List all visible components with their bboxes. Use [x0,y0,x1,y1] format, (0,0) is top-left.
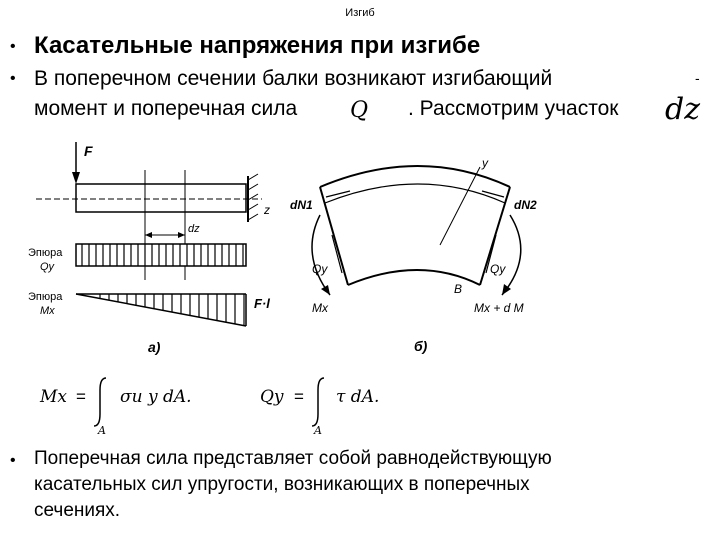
slide-title: Касательные напряжения при изгибе [34,32,481,59]
dz-arrow-right [178,232,185,238]
title-bullet: • [10,38,16,55]
bullet2-line1: Поперечная сила представляет собой равнодействующую [34,448,552,469]
formula-mx-lhs: Mx [40,387,67,407]
force-label: F [84,143,93,159]
support-hatch [248,174,258,220]
bullet2-line3: сечениях. [34,500,121,521]
figure-b-caption: б) [414,338,428,354]
figure-a-beam-diagram [0,140,300,360]
integral-mx-sign [94,378,106,426]
formula-qy-eq: = [294,387,304,406]
qy-left-label: Qy [312,262,328,276]
formula-qy-limit: A [314,424,322,437]
formula-qy-lhs: Qy [260,387,284,407]
bullet1-line1: В поперечном сечении балки возникают изгибающий [34,67,553,90]
z-label: z [264,203,270,217]
dn2-label: dN2 [514,198,537,212]
formula-mx-integrand: σи y dA. [120,387,192,407]
b-label: B [454,282,463,296]
formula-mx-limit: A [98,424,106,437]
mx-left-arc [312,215,330,295]
y-axis [440,167,480,245]
fl-label: F·l [254,296,270,311]
symbol-q: Q [350,98,369,123]
y-label: y [482,156,488,170]
bullet1-dot: • [10,70,16,87]
figure-b-element-diagram [290,145,560,360]
dn1-arrow [326,191,350,197]
diagram-qy-label-line2: Qy [40,261,55,273]
mx-dm-label: Mx + d M [474,301,524,315]
mx-left-arrowhead [321,285,330,295]
element-inner-arc [325,184,505,203]
symbol-dz: dz [665,92,701,127]
force-arrowhead [72,172,80,184]
formula-mx-eq: = [76,387,86,406]
figure-a-caption: а) [148,339,161,355]
mx-right-arc [502,215,521,295]
dn2-arrow [482,191,504,197]
qy-left-arrow [332,235,342,273]
beam [76,184,246,212]
dz-label: dz [188,223,200,235]
diagram-qy-label-line1: Эпюра [28,247,63,259]
bullet2-line2: касательных сил упругости, возникающих в поперечных [34,474,530,495]
bullet1-line2-part1: момент и поперечная сила [34,97,298,120]
moment-diagram-slope [76,294,246,326]
shear-diagram [76,244,246,266]
integral-qy-sign [312,378,324,426]
qy-right-label: Qy [490,262,506,276]
diagram-mx-label-line1: Эпюра [28,291,63,303]
diagram-mx-label-line2: Mx [40,305,55,317]
dz-arrow-left [145,232,152,238]
formula-qy-integrand: τ dA. [336,387,380,407]
mx-left-label: Mx [312,301,328,315]
dn1-label: dN1 [290,198,313,212]
bullet2-dot: • [10,452,16,469]
bullet1-line2-part2: . Рассмотрим участок [408,97,619,120]
corner-mark: - [695,70,700,86]
slide-header: Изгиб [345,7,375,19]
formulas [30,370,410,438]
